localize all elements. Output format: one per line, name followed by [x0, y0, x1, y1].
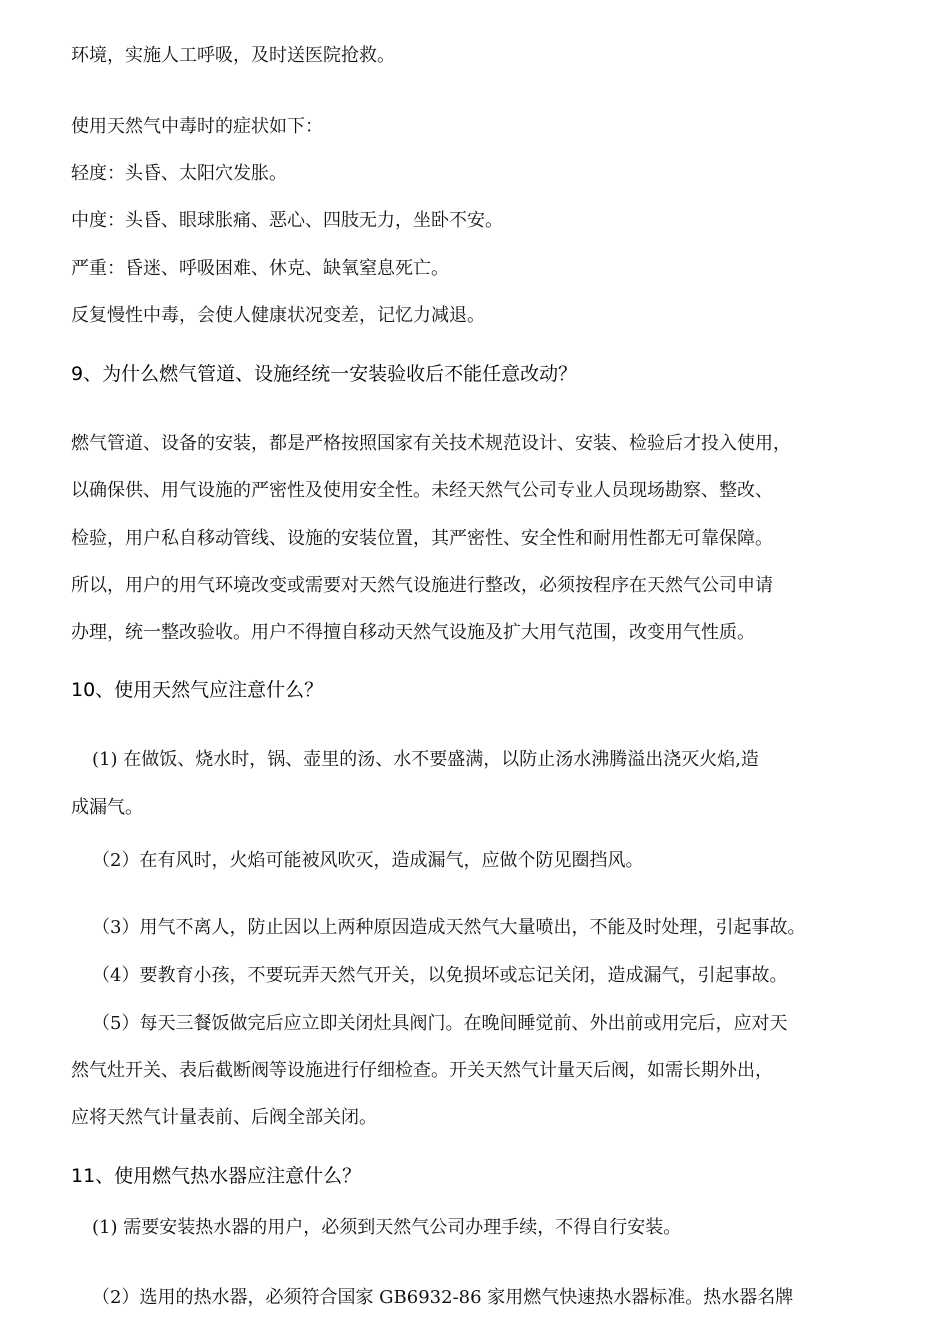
paragraph-line: 中度：头昏、眼球胀痛、恶心、四肢无力，坐卧不安。 — [71, 210, 503, 231]
list-item: （3）用气不离人，防止因以上两种原因造成天然气大量喷出，不能及时处理，引起事故。 — [92, 917, 806, 938]
paragraph-line: 反复慢性中毒，会使人健康状况变差，记忆力减退。 — [71, 305, 485, 326]
paragraph-line: 环境，实施人工呼吸，及时送医院抢救。 — [71, 45, 395, 66]
paragraph-line: 办理，统一整改验收。用户不得擅自移动天然气设施及扩大用气范围，改变用气性质。 — [71, 622, 755, 643]
list-item-continuation: 成漏气。 — [71, 797, 143, 818]
list-item: （4）要教育小孩，不要玩弄天然气开关，以免损坏或忘记关闭，造成漏气，引起事故。 — [92, 965, 788, 986]
paragraph-line: 严重：昏迷、呼吸困难、休克、缺氧窒息死亡。 — [71, 258, 449, 279]
paragraph-line: 燃气管道、设备的安装，都是严格按照国家有关技术规范设计、安装、检验后才投入使用， — [71, 433, 791, 454]
section-heading-11: 11、使用燃气热水器应注意什么？ — [71, 1165, 362, 1187]
paragraph-line: 使用天然气中毒时的症状如下： — [71, 116, 323, 137]
list-item-continuation: 然气灶开关、表后截断阀等设施进行仔细检查。开关天然气计量天后阀，如需长期外出， — [71, 1060, 773, 1081]
paragraph-line: 检验，用户私自移动管线、设施的安装位置，其严密性、安全性和耐用性都无可靠保障。 — [71, 528, 773, 549]
list-item-continuation: 应将天然气计量表前、后阀全部关闭。 — [71, 1107, 377, 1128]
list-item: （5）每天三餐饭做完后应立即关闭灶具阀门。在晚间睡觉前、外出前或用完后，应对天 — [92, 1013, 788, 1034]
section-heading-10: 10、使用天然气应注意什么？ — [71, 679, 324, 701]
paragraph-line: 以确保供、用气设施的严密性及使用安全性。未经天然气公司专业人员现场勘察、整改、 — [71, 480, 773, 501]
list-item: (1) 在做饭、烧水时，锅、壶里的汤、水不要盛满，以防止汤水沸腾溢出浇灭火焰,造 — [92, 749, 759, 770]
paragraph-line: 所以，用户的用气环境改变或需要对天然气设施进行整改，必须按程序在天然气公司申请 — [71, 575, 773, 596]
list-item: (1) 需要安装热水器的用户，必须到天然气公司办理手续，不得自行安装。 — [92, 1217, 682, 1238]
section-heading-9: 9、为什么燃气管道、设施经统一安装验收后不能任意改动？ — [71, 363, 578, 385]
paragraph-line: 轻度：头昏、太阳穴发胀。 — [71, 163, 287, 184]
list-item: （2）选用的热水器，必须符合国家 GB6932-86 家用燃气快速热水器标准。热水器名牌 — [92, 1287, 794, 1308]
list-item: （2）在有风时，火焰可能被风吹灭，造成漏气，应做个防见圈挡风。 — [92, 850, 644, 871]
